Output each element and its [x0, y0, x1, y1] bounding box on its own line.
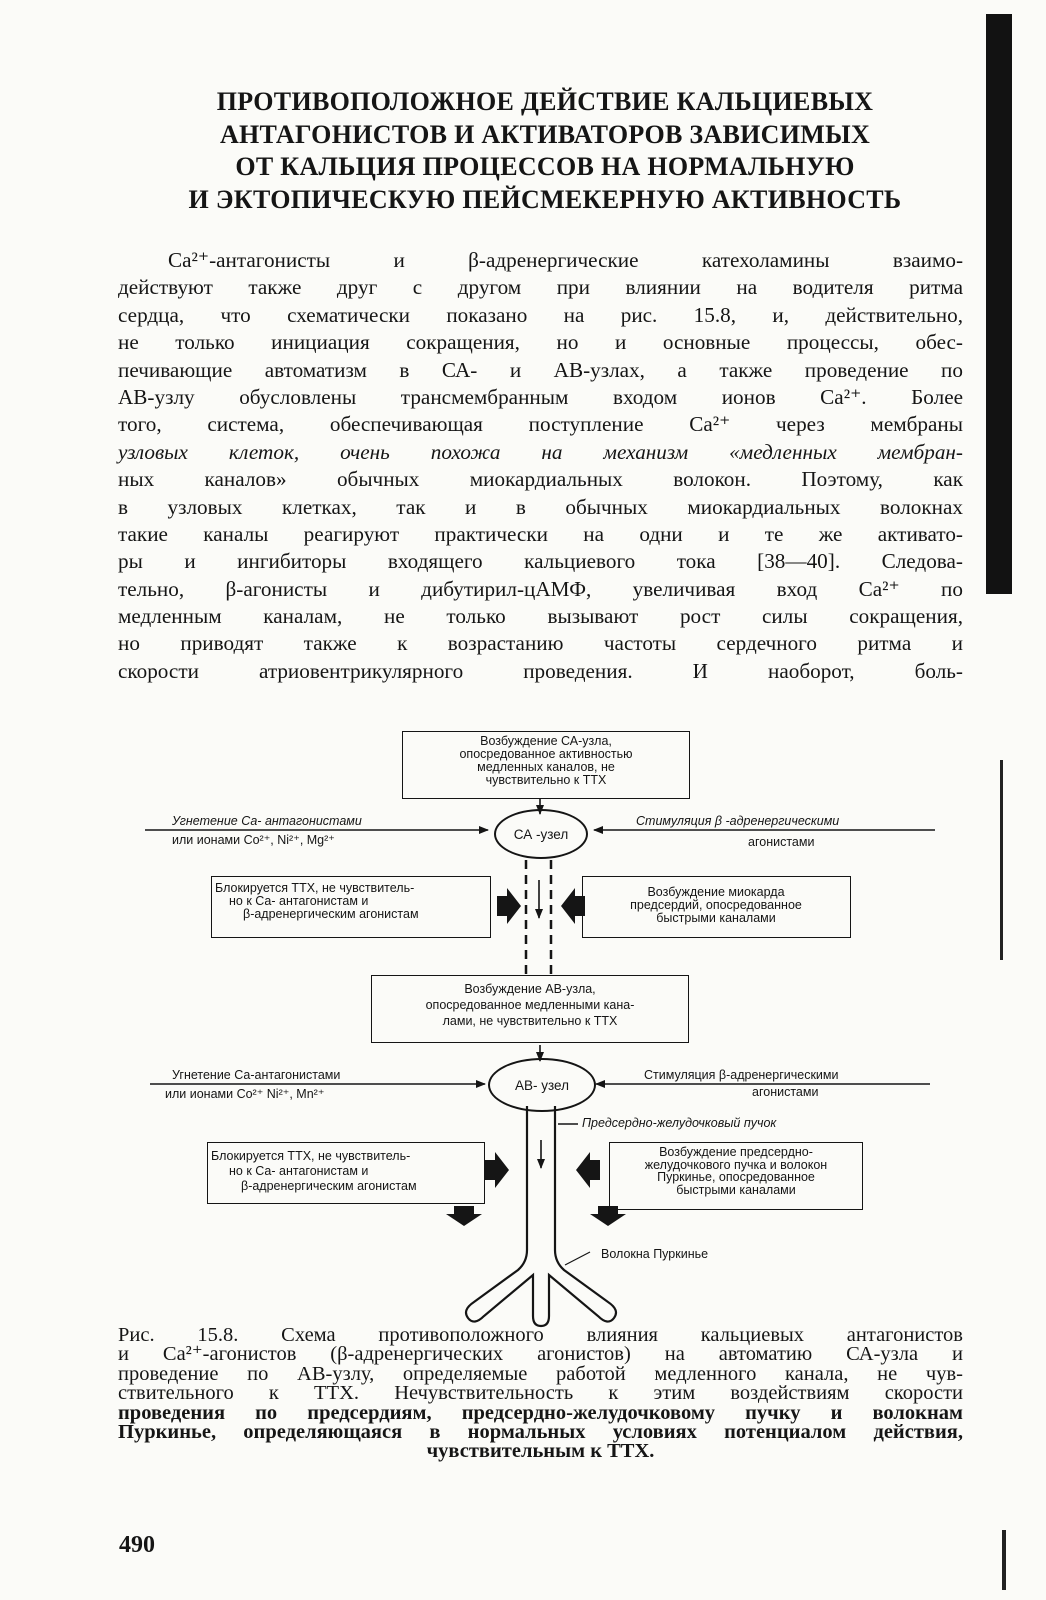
body-line: не только инициация сокращения, но и основные процессы, обес-	[118, 330, 963, 355]
sa-stimulation-agonists: агонистами	[748, 835, 815, 849]
title-line: АНТАГОНИСТОВ И АКТИВАТОРОВ ЗАВИСИМЫХ	[219, 119, 871, 149]
block-box-2-text: Блокируется ТТХ, не чувствитель- но к Са- антагонистам и β-адренергическим агонистам	[211, 1149, 417, 1193]
body-line: скорости атриовентрикулярного проведения. И наоборот, боль-	[118, 658, 963, 683]
body-line: сердца, что схематически показано на рис. 15.8, и, действительно,	[118, 302, 963, 327]
title-line: ОТ КАЛЬЦИЯ ПРОЦЕССОВ НА НОРМАЛЬНУЮ	[235, 152, 855, 181]
figure-caption	[118, 1326, 963, 1462]
block-arrow-left-1	[497, 888, 521, 924]
caption-line: и Са²⁺-агонистов (β-адренергических агонистов) на автоматию СА-узла и	[118, 1343, 963, 1366]
sa-box-text: Возбуждение СА-узла, опосредованное активностью медленных каналов, не чувствительно к ТТХ	[459, 734, 633, 787]
atrial-box-text: Возбуждение миокарда предсердий, опосредованное быстрыми каналами	[630, 885, 802, 925]
caption-line: чувствительным к ТТХ.	[426, 1440, 655, 1463]
av-inhibition-label: Угнетение Са-антагонистами	[172, 1068, 341, 1082]
purkinje-pointer	[565, 1252, 590, 1265]
av-box-text: Возбуждение АВ-узла, опосредованное медленными кана- лами, не чувствительно к ТТХ	[425, 982, 635, 1028]
body-line: ных каналов» обычных миокардиальных волокон. Поэтому, как	[118, 467, 963, 492]
body-line: того, система, обеспечивающая поступление Са²⁺ через мембраны	[118, 412, 963, 437]
body-line: такие каналы реагируют практически на одни и те же активато-	[118, 521, 963, 546]
body-line: печивающие автоматизм в СА- и АВ-узлах, а также проведение по	[118, 357, 963, 382]
sa-node: СА -узел	[494, 809, 588, 859]
caption-line: проведение по АВ-узлу, определяемые работой медленного канала, не чув-	[118, 1362, 963, 1385]
body-line: в узловых клетках, так и в обычных миокардиальных волокнах	[118, 494, 963, 519]
body-line: АВ-узлу обусловлены трансмембранным входом ионов Са²⁺. Более	[118, 384, 963, 409]
page-number: 490	[119, 1532, 155, 1558]
block-arrow-left-2	[485, 1152, 509, 1188]
av-node: АВ- узел	[488, 1058, 596, 1112]
body-line: Са²⁺-антагонисты и β-адренергические катехоламины взаимо-	[168, 248, 963, 272]
caption-line: ствительного к ТТХ. Нечувствительность к этим воздействиям скорости	[118, 1382, 963, 1405]
sa-inhibition-label: Угнетение Са- антагонистами	[172, 814, 362, 828]
purkinje-label: Волокна Пуркинье	[601, 1247, 709, 1261]
block-box-1-text: Блокируется ТТХ, не чувствитель- но к Са- антагонистам и β-адренергическим агонистам	[215, 881, 419, 921]
sa-stimulation-label: Стимуляция β -адренергическими	[636, 814, 840, 828]
body-line: узловых клеток, очень похожа на механизм «медленных мембран-	[118, 439, 963, 464]
body-line: но приводят также к возрастанию частоты сердечного ритма и	[118, 631, 963, 656]
block-arrow-right-2	[576, 1152, 600, 1188]
caption-line: Пуркинье, определяющаяся в нормальных условиях потенциалом действия,	[118, 1420, 963, 1443]
av-stimulation-label: Стимуляция β-адренергическими	[644, 1068, 839, 1082]
body-line: ры и ингибиторы входящего кальциевого тока [38—40]. Следова-	[118, 549, 963, 574]
title-line: И ЭКТОПИЧЕСКУЮ ПЕЙСМЕКЕРНУЮ АКТИВНОСТЬ	[188, 184, 902, 214]
caption-line: проведения по предсердиям, предсердно-желудочковому пучку и волокнам	[118, 1401, 963, 1424]
bundle-label: Предсердно-желудочковый пучок	[582, 1116, 777, 1130]
caption-line: Рис. 15.8. Схема противоположного влияния кальциевых антагонистов	[118, 1324, 963, 1346]
body-line: тельно, β-агонисты и дибутирил-цАМФ, увеличивая вход Са²⁺ по	[118, 576, 963, 601]
body-line: медленным каналам, не только вызывают рост силы сокращения,	[118, 604, 963, 629]
title-line: ПРОТИВОПОЛОЖНОЕ ДЕЙСТВИЕ КАЛЬЦИЕВЫХ	[216, 87, 874, 116]
sa-inhibition-ions: или ионами Co²⁺, Ni²⁺, Mg²⁺	[172, 833, 335, 847]
body-line: действуют также друг с другом при влиянии на водителя ритма	[118, 275, 963, 300]
av-stimulation-agonists: агонистами	[752, 1085, 819, 1099]
bundle-box-text: Возбуждение предсердно- желудочкового пучка и волокон Пуркинье, опосредованное быстрыми каналами	[644, 1145, 828, 1197]
av-inhibition-ions: или ионами Co²⁺ Ni²⁺, Mn²⁺	[165, 1087, 325, 1101]
block-arrow-down-left	[446, 1206, 482, 1226]
